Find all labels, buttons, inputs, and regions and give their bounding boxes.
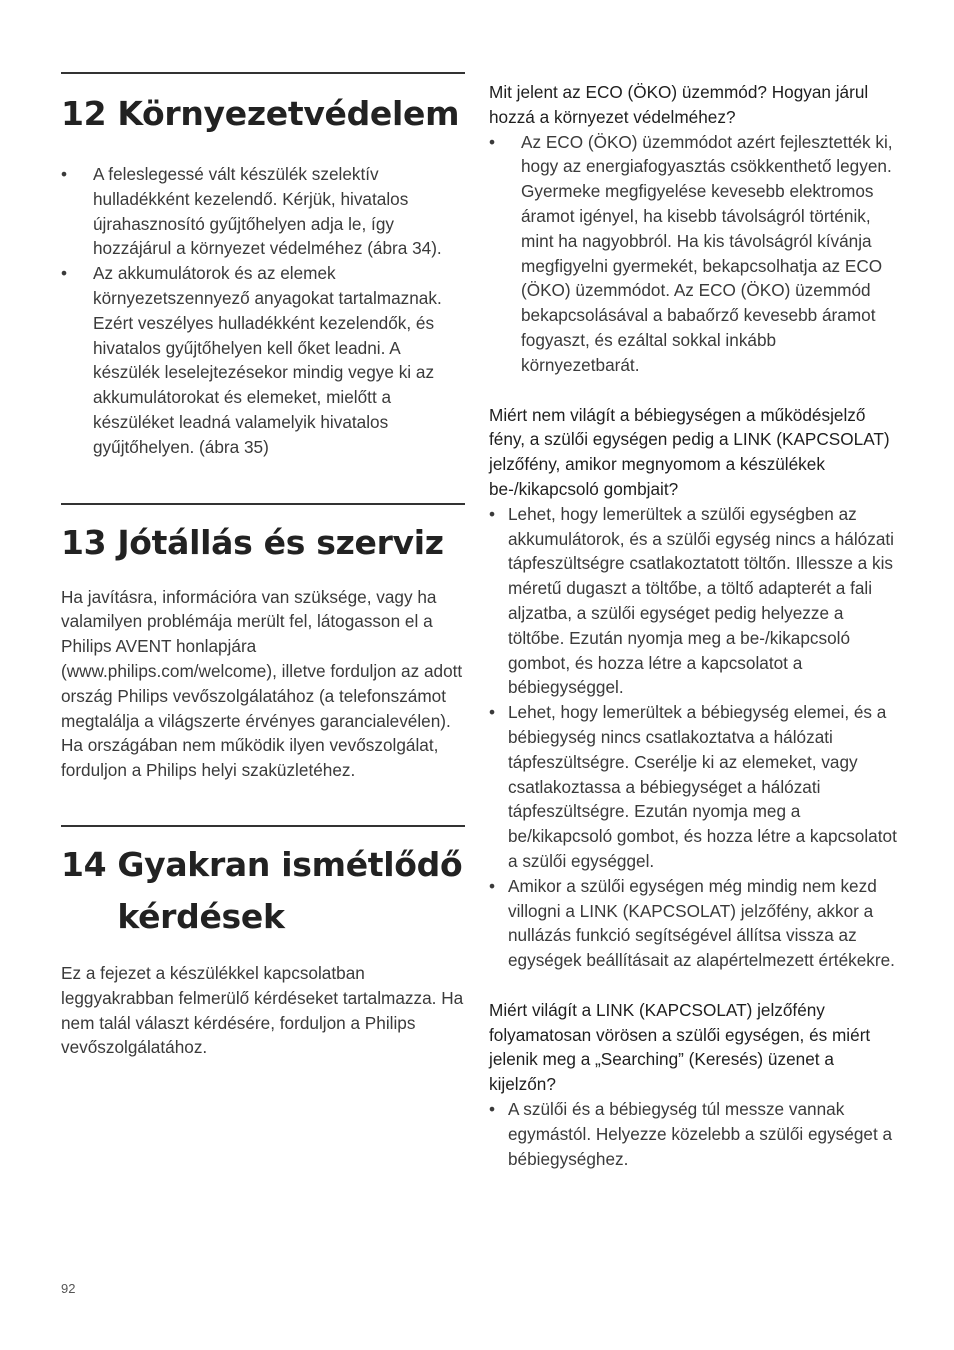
- list-item-text: A szülői és a bébiegység túl messze vannak egymástól. Helyezze közelebb a szülői egységet a bébiegységhez.: [508, 1099, 893, 1169]
- section-14-heading: [61, 839, 465, 943]
- faq-item-link-red: [489, 998, 899, 1172]
- section-13-number: 13: [61, 522, 107, 562]
- section-13-title: Jótállás és szerviz: [117, 522, 444, 562]
- faq-answer-list: [489, 502, 899, 973]
- page-number: 92: [61, 1281, 76, 1296]
- section-12-bullet-list: [61, 162, 465, 460]
- section-14-paragraph: Ez a fejezet a készülékkel kapcsolatban leggyakrabban felmerülő kérdéseket tartalmazza. Ha nem talál választ kérdésére, forduljon a Philips vevőszolgálatához.: [61, 962, 464, 1058]
- faq-item-power-light: [489, 403, 899, 973]
- bullet-icon: •: [61, 164, 68, 184]
- section-12-number: 12: [61, 94, 107, 133]
- bullet-icon: •: [489, 503, 496, 524]
- section-12-title: Környezetvédelem: [117, 94, 460, 133]
- bullet-icon: •: [489, 875, 496, 896]
- bullet-icon: •: [61, 263, 68, 284]
- section-12-heading: [61, 88, 465, 140]
- list-item-text: Lehet, hogy lemerültek a bébiegység elemei, és a bébiegység nincs csatlakoztatva a hálózati tápfeszültségre. Cserélje ki az elemeket, vagy csatlakoztassa a bébiegységet a hálózati tápfeszültségre. Ezután nyomja meg a be/kikapcsoló gombot, és hozza létre a kapcsolatot a szülői egységgel.: [508, 702, 897, 871]
- list-item-text: Lehet, hogy lemerültek a szülői egységben az akkumulátorok, és a szülői egység nincs a hálózati tápfeszültségre csatlakoztatott töltőn. Illessze a kis méretű dugaszt a töltőbe, a töltő adapterét a fali aljzatba, a szülői egységet pedig helyezze a töltőbe. Ezután nyomja meg a be-/kikapcsoló gombot, és hozza létre a kapcsolatot a bébiegységgel.: [508, 503, 894, 698]
- section-13-heading: [61, 517, 465, 569]
- faq-answer-list: [489, 130, 899, 378]
- section-14: [61, 825, 465, 1060]
- list-item-text: Az akkumulátorok és az elemek környezetszennyező anyagokat tartalmaznak. Ezért veszélyes hulladékként kezelendők, és hivatalos gyűjtőhelyen kell őket leadni. A készülék leselejtezésekor mindig vegye ki az akkumulátorokat és elemeket, mielőtt a készüléket leadná valamelyik hivatalos gyűjtőhelyen. (ábra 35): [93, 263, 442, 457]
- section-14-title: Gyakran ismétlődő kérdések: [117, 844, 463, 936]
- faq-question: Miért világít a LINK (KAPCSOLAT) jelzőfény folyamatosan vörösen a szülői egységen, és miért jelenik meg a „Searching” (Keresés) üzenet a kijelzőn?: [489, 999, 871, 1095]
- faq-item-eco: [489, 80, 899, 378]
- section-13: [61, 503, 465, 783]
- list-item: [489, 700, 899, 874]
- left-column: [61, 72, 465, 1060]
- list-item-text: Amikor a szülői egységen még mindig nem kezd villogni a LINK (KAPCSOLAT) jelzőfény, akkor a nullázás funkció segítségével állítsa vissza az egységek beállításait az alapértelmezett értékekre.: [508, 875, 895, 971]
- list-item: [489, 502, 899, 700]
- faq-answer-list: [489, 1097, 899, 1171]
- section-14-number: 14: [61, 844, 107, 884]
- list-item-text: A feleslegessé vált készülék szelektív hulladékként kezelendő. Kérjük, hivatalos újrahasznosító gyűjtőhelyen adja le, így hozzájárul a környezet védelméhez (ábra 34).: [93, 164, 442, 259]
- section-13-paragraph: Ha javításra, információra van szüksége, vagy ha valamilyen problémája merült fel, látogasson el a Philips AVENT honlapjára (www.philips.com/welcome), illetve forduljon az adott ország Philips vevőszolgálatához (a telefonszámot megtalálja a világszerte érvényes garancialevélen). Ha országában nem működik ilyen vevőszolgálat, forduljon a Philips helyi szaküzletéhez.: [61, 586, 463, 781]
- faq-question: Miért nem világít a bébiegységen a működésjelző fény, a szülői egységen pedig a LINK (KAPCSOLAT) jelzőfény, amikor megnyomom a készülékek be-/kikapcsoló gombjait?: [489, 404, 890, 499]
- list-item: [61, 261, 465, 459]
- list-item: [489, 130, 899, 378]
- faq-question: Mit jelent az ECO (ÖKO) üzemmód? Hogyan járul hozzá a környezet védelméhez?: [489, 82, 869, 127]
- right-column: [489, 80, 899, 1171]
- list-item: [489, 1097, 899, 1171]
- bullet-icon: •: [489, 702, 496, 723]
- list-item-text: Az ECO (ÖKO) üzemmódot azért fejlesztették ki, hogy az energiafogyasztás csökkenthető legyen. Gyermeke megfigyelése kevesebb elektromos áramot igényel, ha kisebb távolságról történik, mint ha nagyobbról. Ha kis távolságról kívánja megfigyelni gyermekét, bekapcsolhatja az ECO (ÖKO) üzemmódot. Az ECO (ÖKO) üzemmód bekapcsolásával a babaőrző kevesebb áramot fogyaszt, és ezáltal sokkal inkább környezetbarát.: [521, 131, 893, 375]
- bullet-icon: •: [489, 1099, 496, 1120]
- list-item: [61, 162, 465, 261]
- bullet-icon: •: [489, 131, 496, 152]
- section-12: [61, 72, 465, 460]
- list-item: [489, 874, 899, 973]
